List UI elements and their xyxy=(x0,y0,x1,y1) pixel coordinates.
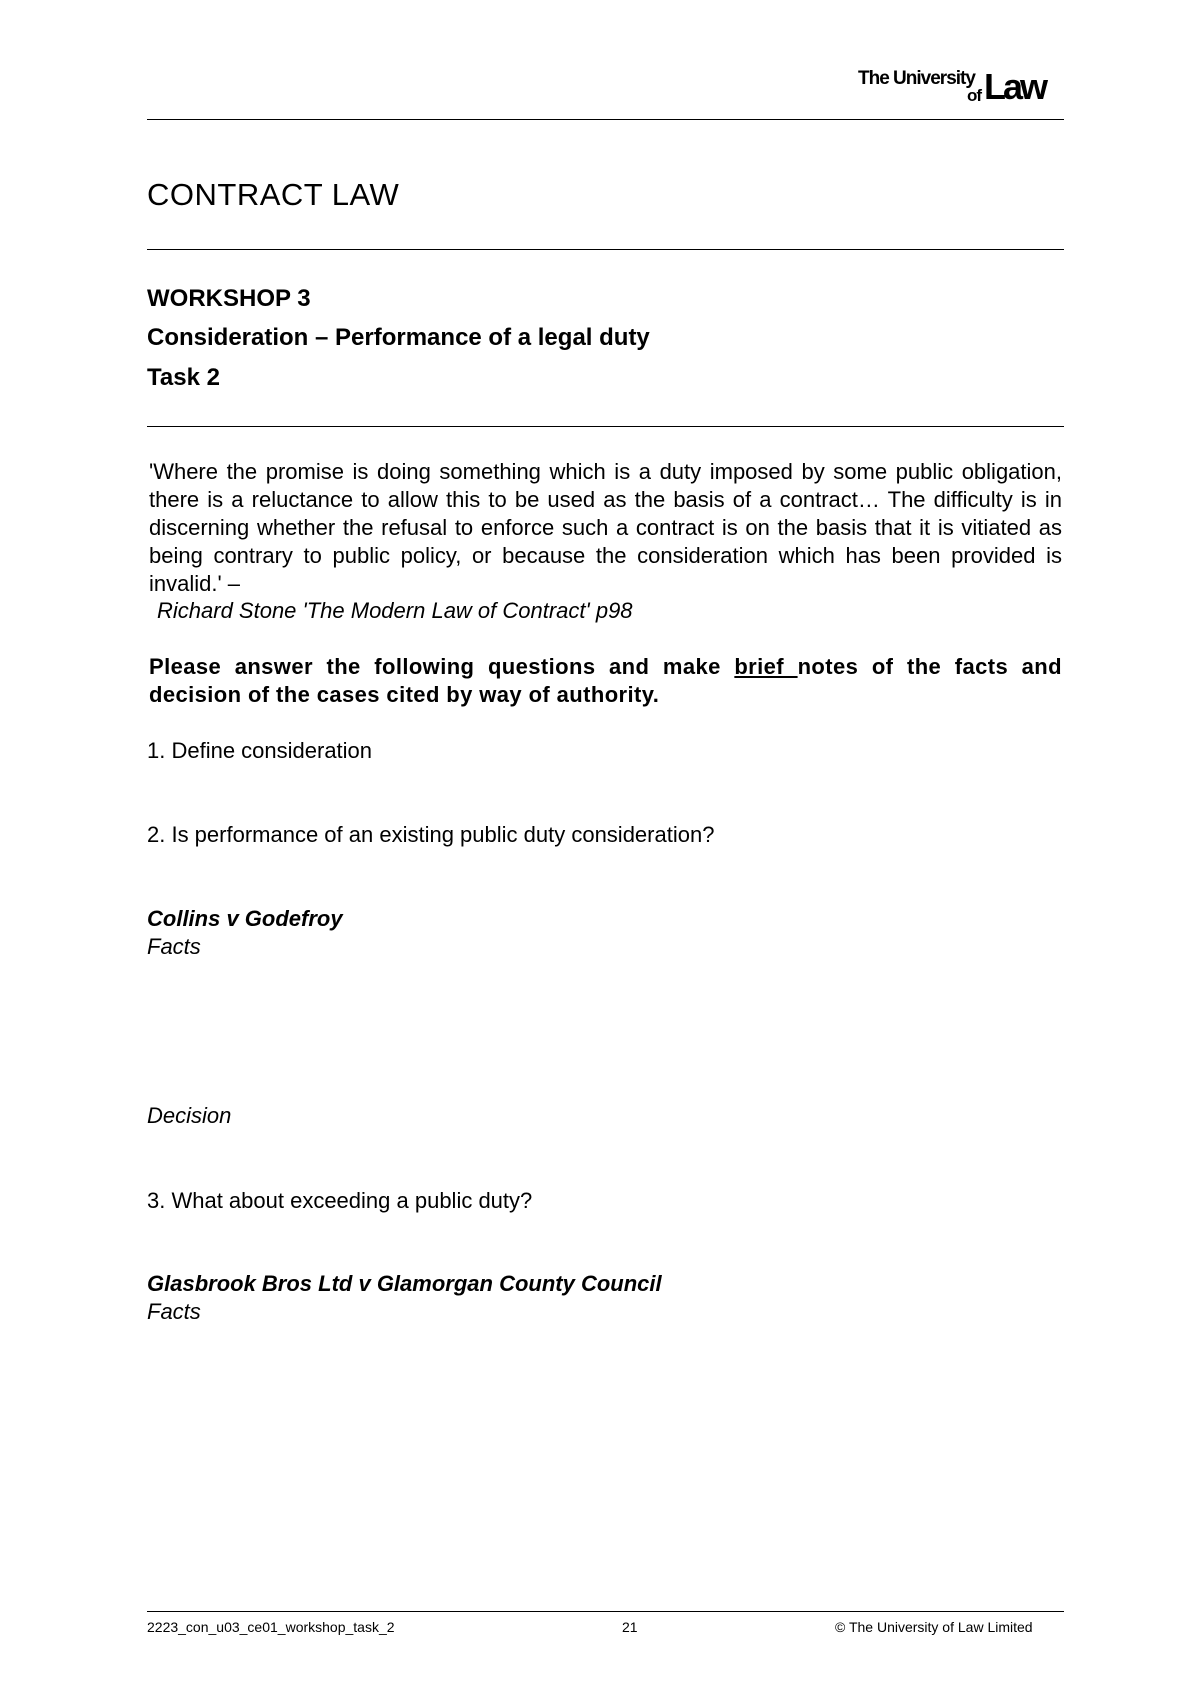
case-name: Glasbrook Bros Ltd v Glamorgan County Council xyxy=(147,1271,662,1296)
footer-copyright: © The University of Law Limited xyxy=(835,1619,1033,1635)
footer-divider xyxy=(147,1611,1064,1612)
instructions-emphasis: brief xyxy=(734,654,798,679)
footer-page-number: 21 xyxy=(622,1619,638,1635)
header-divider xyxy=(147,119,1064,120)
question-1: 1. Define consideration xyxy=(147,738,373,763)
task-label: Task 2 xyxy=(147,364,220,391)
question-3: 3. What about exceeding a public duty? xyxy=(147,1188,533,1213)
workshop-label: WORKSHOP 3 xyxy=(147,285,311,312)
instructions xyxy=(149,653,1062,709)
workshop-topic: Consideration – Performance of a legal duty xyxy=(147,324,650,351)
case-facts-label: Facts xyxy=(147,1299,201,1324)
heading-divider xyxy=(147,426,1064,427)
question-2: 2. Is performance of an existing public duty consideration? xyxy=(147,822,715,847)
title-divider xyxy=(147,249,1064,250)
university-logo xyxy=(858,66,1064,108)
instructions-after: notes of the facts and decision of the cases cited by way of authority. xyxy=(149,654,1062,707)
logo-text-line1: The University xyxy=(858,68,975,89)
logo-text-line2: of xyxy=(967,86,982,105)
instructions-before: Please answer the following questions and make xyxy=(149,654,735,679)
case-name: Collins v Godefroy xyxy=(147,906,343,931)
footer-doc-code: 2223_con_u03_ce01_workshop_task_2 xyxy=(147,1619,395,1635)
case-facts-label: Facts xyxy=(147,934,201,959)
page-title: CONTRACT LAW xyxy=(147,177,400,212)
quote-citation: Richard Stone 'The Modern Law of Contract' p98 xyxy=(157,598,633,623)
logo-text-line3: Law xyxy=(984,66,1046,107)
case-decision-label: Decision xyxy=(147,1103,232,1128)
quote-text: 'Where the promise is doing something which is a duty imposed by some public obligation, there is a reluctance to allow this to be used as the basis of a contract… The difficulty is in discerning whether the refusal to enforce such a contract is on the basis that it is vitiated as being contrary to public policy, or because the consideration which has been provided is invalid.' – xyxy=(149,459,1062,596)
